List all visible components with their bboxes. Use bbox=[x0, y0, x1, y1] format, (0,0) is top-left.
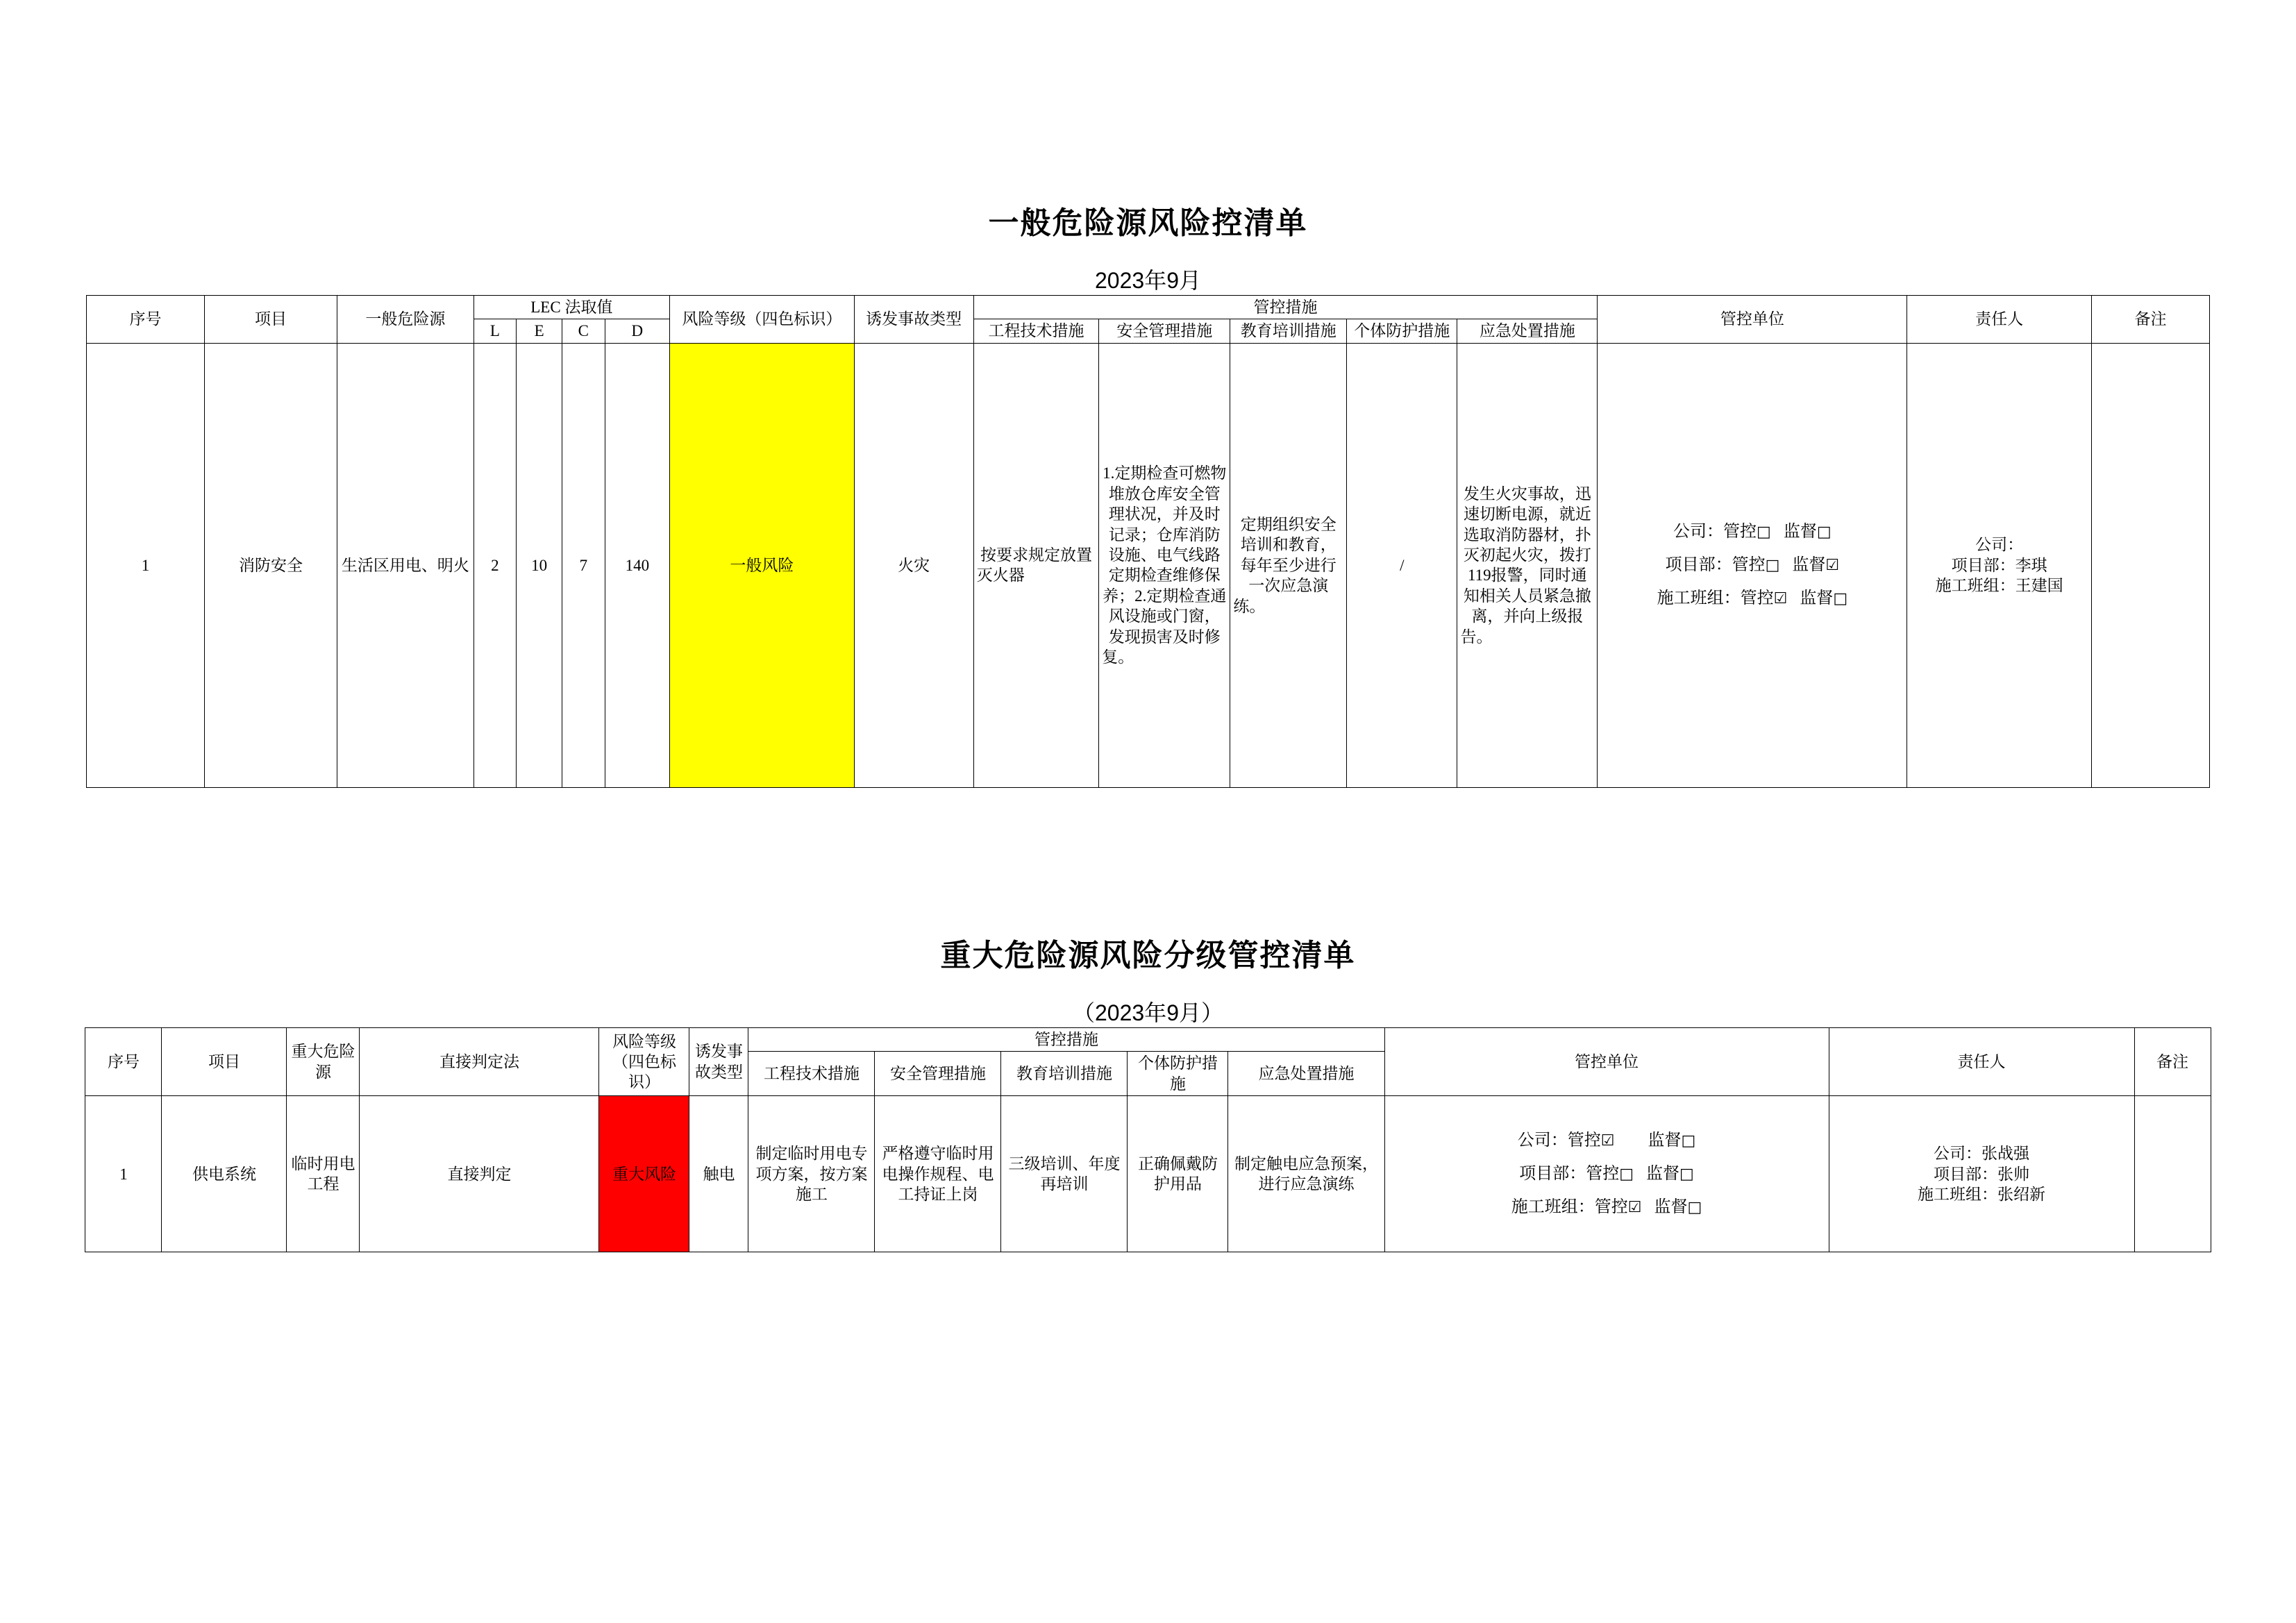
header-responsible: 责任人 bbox=[1829, 1028, 2134, 1096]
header-remark: 备注 bbox=[2134, 1028, 2211, 1096]
cell-project: 供电系统 bbox=[162, 1096, 287, 1252]
table-row bbox=[87, 343, 2210, 787]
control-checkbox-icon[interactable]: ☑ bbox=[1773, 590, 1788, 608]
cell-seq: 1 bbox=[87, 343, 205, 787]
unit-label: 项目部： bbox=[1519, 1165, 1586, 1184]
cell-measure-engineering: 按要求规定放置灭火器 bbox=[973, 343, 1099, 787]
unit-label: 施工班组： bbox=[1511, 1198, 1595, 1217]
header-measure-education: 教育培训措施 bbox=[1230, 319, 1347, 343]
control-unit-line bbox=[1388, 1157, 1826, 1191]
cell-measure-education: 三级培训、年度再培训 bbox=[1001, 1096, 1128, 1252]
header-seq: 序号 bbox=[87, 296, 205, 344]
header-accident-type: 诱发事故类型 bbox=[689, 1028, 748, 1096]
cell-judgement: 直接判定 bbox=[360, 1096, 599, 1252]
header-measures-group: 管控措施 bbox=[748, 1028, 1384, 1052]
header-measure-engineering: 工程技术措施 bbox=[748, 1052, 875, 1096]
header-responsible: 责任人 bbox=[1907, 296, 2092, 344]
header-risk-level: 风险等级（四色标识） bbox=[670, 296, 855, 344]
supervise-label: 监督 bbox=[1800, 589, 1834, 608]
header-measure-safety: 安全管理措施 bbox=[1099, 319, 1230, 343]
header-measure-ppe: 个体防护措施 bbox=[1347, 319, 1457, 343]
cell-e: 10 bbox=[517, 343, 562, 787]
control-checkbox-icon[interactable]: □ bbox=[1757, 523, 1771, 541]
header-d: D bbox=[605, 319, 669, 343]
cell-measure-ppe: 正确佩戴防护用品 bbox=[1128, 1096, 1228, 1252]
control-unit-line bbox=[1600, 582, 1904, 615]
control-unit-line bbox=[1388, 1191, 1826, 1224]
cell-l: 2 bbox=[474, 343, 517, 787]
control-checkbox-icon[interactable]: ☑ bbox=[1627, 1199, 1642, 1217]
header-e: E bbox=[517, 319, 562, 343]
header-seq: 序号 bbox=[85, 1028, 162, 1096]
supervise-checkbox-icon[interactable]: ☑ bbox=[1825, 557, 1840, 575]
header-lec-group: LEC 法取值 bbox=[474, 296, 670, 319]
section-major-hazard bbox=[0, 930, 2296, 1252]
header-accident-type: 诱发事故类型 bbox=[854, 296, 973, 344]
cell-d: 140 bbox=[605, 343, 669, 787]
header-l: L bbox=[474, 319, 517, 343]
cell-project: 消防安全 bbox=[204, 343, 337, 787]
header-hazard: 重大危险源 bbox=[287, 1028, 360, 1096]
responsible-line: 施工班组：王建国 bbox=[1935, 577, 2063, 595]
header-measure-emergency: 应急处置措施 bbox=[1457, 319, 1598, 343]
supervise-label: 监督 bbox=[1646, 1165, 1680, 1184]
header-hazard: 一般危险源 bbox=[337, 296, 474, 344]
table-header-row-1 bbox=[87, 296, 2210, 319]
cell-risk-level: 一般风险 bbox=[670, 343, 855, 787]
major-hazard-table bbox=[85, 1027, 2211, 1252]
control-checkbox-icon[interactable]: □ bbox=[1765, 557, 1780, 575]
unit-label: 项目部： bbox=[1665, 556, 1732, 575]
control-label: 管控 bbox=[1740, 589, 1774, 608]
supervise-label: 监督 bbox=[1792, 556, 1826, 575]
cell-responsible bbox=[1907, 343, 2092, 787]
header-measure-engineering: 工程技术措施 bbox=[973, 319, 1099, 343]
cell-seq: 1 bbox=[85, 1096, 162, 1252]
cell-accident-type: 触电 bbox=[689, 1096, 748, 1252]
header-measure-ppe: 个体防护措施 bbox=[1128, 1052, 1228, 1096]
cell-measure-safety: 严格遵守临时用电操作规程、电工持证上岗 bbox=[875, 1096, 1001, 1252]
general-hazard-table bbox=[86, 295, 2210, 788]
cell-responsible bbox=[1829, 1096, 2134, 1252]
section2-title: 重大危险源风险分级管控清单 bbox=[940, 939, 1356, 973]
cell-measure-emergency: 制定触电应急预案，进行应急演练 bbox=[1228, 1096, 1384, 1252]
responsible-line: 公司：张战强 bbox=[1934, 1145, 2030, 1163]
cell-c: 7 bbox=[562, 343, 605, 787]
cell-measure-education: 定期组织安全培训和教育，每年至少进行一次应急演练。 bbox=[1230, 343, 1347, 787]
section1-title: 一般危险源风险控清单 bbox=[988, 206, 1308, 240]
unit-label: 施工班组： bbox=[1657, 589, 1741, 608]
responsible-line: 项目部：李琪 bbox=[1951, 556, 2047, 574]
cell-control-unit bbox=[1598, 343, 1907, 787]
control-unit-line bbox=[1388, 1124, 1826, 1157]
header-remark: 备注 bbox=[2091, 296, 2209, 344]
section1-subtitle: 2023年9月 bbox=[1095, 268, 1201, 293]
supervise-label: 监督 bbox=[1648, 1132, 1682, 1150]
supervise-checkbox-icon[interactable]: □ bbox=[1681, 1132, 1696, 1150]
cell-remark bbox=[2091, 343, 2209, 787]
control-unit-line bbox=[1600, 548, 1904, 582]
header-measure-emergency: 应急处置措施 bbox=[1228, 1052, 1384, 1096]
cell-remark bbox=[2134, 1096, 2211, 1252]
cell-risk-level: 重大风险 bbox=[599, 1096, 689, 1252]
supervise-checkbox-icon[interactable]: □ bbox=[1816, 523, 1832, 541]
header-risk-level: 风险等级（四色标识） bbox=[599, 1028, 689, 1096]
cell-measure-safety: 1.定期检查可燃物堆放仓库安全管理状况，并及时记录；仓库消防设施、电气线路定期检查维修保养；2.定期检查通风设施或门窗，发现损害及时修复。 bbox=[1099, 343, 1230, 787]
section2-subtitle: （2023年9月） bbox=[1073, 1000, 1223, 1025]
header-judgement: 直接判定法 bbox=[360, 1028, 599, 1096]
table-header-row-1 bbox=[85, 1028, 2211, 1052]
supervise-checkbox-icon[interactable]: □ bbox=[1679, 1166, 1694, 1184]
header-control-unit: 管控单位 bbox=[1598, 296, 1907, 344]
cell-hazard: 临时用电工程 bbox=[287, 1096, 360, 1252]
supervise-checkbox-icon[interactable]: □ bbox=[1687, 1199, 1702, 1217]
header-measure-education: 教育培训措施 bbox=[1001, 1052, 1128, 1096]
supervise-label: 监督 bbox=[1783, 523, 1817, 541]
section-general-hazard bbox=[0, 198, 2296, 788]
responsible-line: 项目部：张帅 bbox=[1934, 1165, 2030, 1183]
cell-measure-ppe: / bbox=[1347, 343, 1457, 787]
header-project: 项目 bbox=[204, 296, 337, 344]
cell-control-unit bbox=[1384, 1096, 1829, 1252]
unit-label: 公司： bbox=[1673, 523, 1724, 541]
control-label: 管控 bbox=[1732, 556, 1766, 575]
header-c: C bbox=[562, 319, 605, 343]
cell-accident-type: 火灾 bbox=[854, 343, 973, 787]
supervise-checkbox-icon[interactable]: □ bbox=[1833, 590, 1848, 608]
control-label: 管控 bbox=[1723, 523, 1757, 541]
header-control-unit: 管控单位 bbox=[1384, 1028, 1829, 1096]
control-label: 管控 bbox=[1586, 1165, 1620, 1184]
cell-measure-engineering: 制定临时用电专项方案，按方案施工 bbox=[748, 1096, 875, 1252]
header-project: 项目 bbox=[162, 1028, 287, 1096]
table-row bbox=[85, 1096, 2211, 1252]
control-unit-line bbox=[1600, 515, 1904, 548]
supervise-label: 监督 bbox=[1654, 1198, 1688, 1217]
responsible-line: 公司： bbox=[1975, 536, 2024, 554]
control-label: 管控 bbox=[1567, 1132, 1601, 1150]
unit-label: 公司： bbox=[1517, 1132, 1568, 1150]
control-checkbox-icon[interactable]: □ bbox=[1619, 1166, 1634, 1184]
control-label: 管控 bbox=[1594, 1198, 1628, 1217]
header-measures-group: 管控措施 bbox=[973, 296, 1598, 319]
responsible-line: 施工班组：张绍新 bbox=[1918, 1186, 2046, 1204]
cell-measure-emergency: 发生火灾事故，迅速切断电源，就近选取消防器材，扑灭初起火灾，拨打119报警，同时通知相关人员紧急撤离，并向上级报告。 bbox=[1457, 343, 1598, 787]
control-checkbox-icon[interactable]: ☑ bbox=[1600, 1132, 1615, 1150]
cell-hazard: 生活区用电、明火 bbox=[337, 343, 474, 787]
header-measure-safety: 安全管理措施 bbox=[875, 1052, 1001, 1096]
